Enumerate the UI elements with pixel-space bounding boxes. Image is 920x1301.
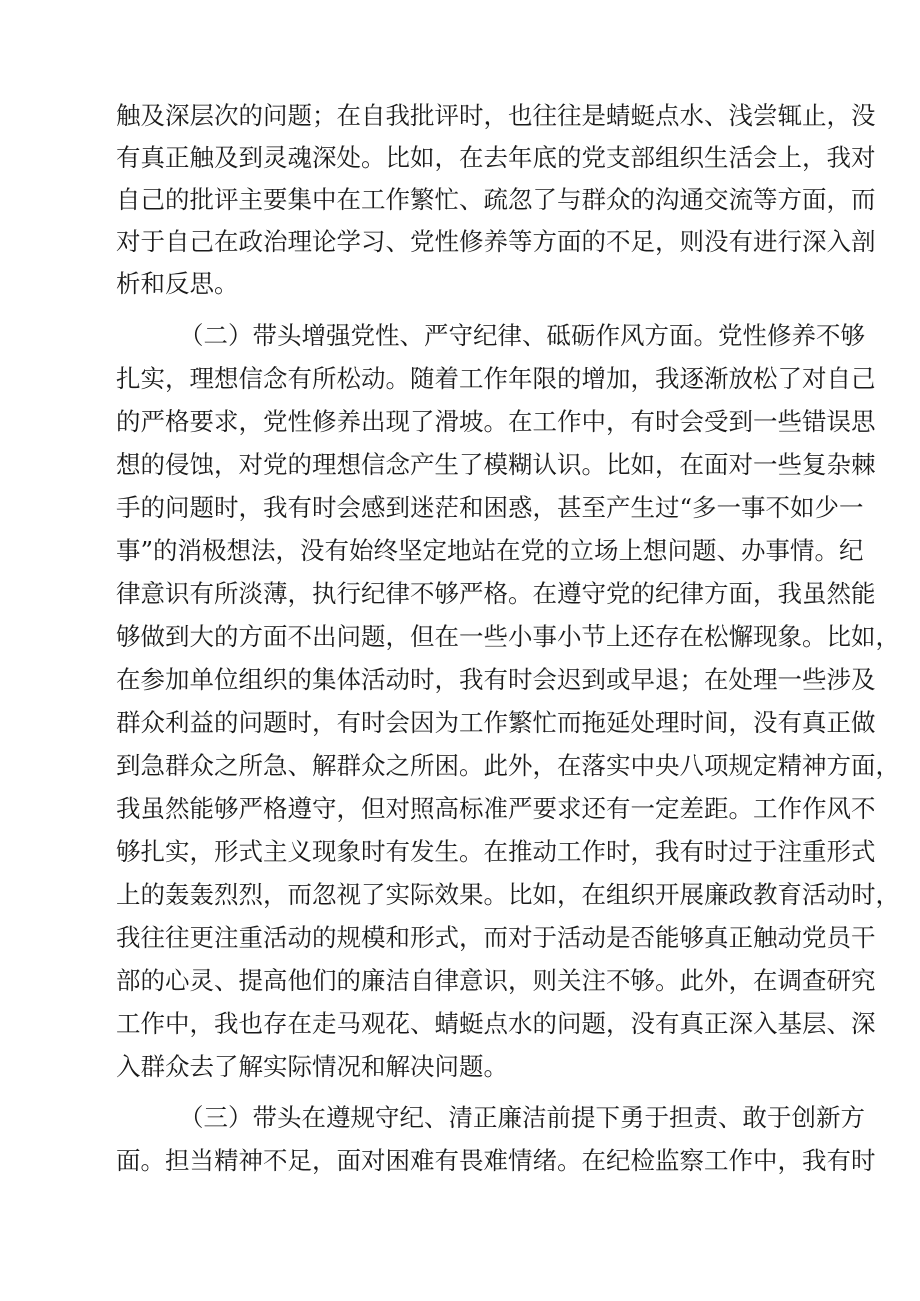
paragraph-line: 扎实，理想信念有所松动。随着工作年限的增加，我逐渐放松了对自己 — [116, 364, 876, 393]
paragraph-line: 工作中，我也存在走马观花、蜻蜓点水的问题，没有真正深入基层、深 — [116, 1009, 876, 1038]
paragraph-line: 的严格要求，党性修养出现了滑坡。在工作中，有时会受到一些错误思 — [116, 407, 876, 436]
paragraph-line: 在参加单位组织的集体活动时，我有时会迟到或早退；在处理一些涉及 — [116, 665, 876, 694]
paragraph-line: 够扎实，形式主义现象时有发生。在推动工作时，我有时过于注重形式 — [116, 837, 876, 866]
paragraph-line: 够做到大的方面不出问题，但在一些小事小节上还存在松懈现象。比如， — [116, 622, 900, 651]
paragraph-line: 我虽然能够严格遵守，但对照高标准严要求还有一定差距。工作作风不 — [116, 794, 876, 823]
paragraph-line: 到急群众之所急、解群众之所困。此外，在落实中央八项规定精神方面， — [116, 751, 900, 780]
paragraph-line: 群众利益的问题时，有时会因为工作繁忙而拖延处理时间，没有真正做 — [116, 708, 876, 737]
paragraph-line: 析和反思。 — [116, 269, 239, 298]
section-heading-line: （三）带头在遵规守纪、清正廉洁前提下勇于担责、敢于创新方 — [179, 1103, 865, 1132]
paragraph-line: 触及深层次的问题；在自我批评时，也往往是蜻蜓点水、浅尝辄止，没 — [116, 101, 876, 130]
paragraph-line: 面。担当精神不足，面对困难有畏难情绪。在纪检监察工作中，我有时 — [116, 1146, 876, 1175]
section-heading-line: （二）带头增强党性、严守纪律、砥砺作风方面。党性修养不够 — [179, 321, 865, 350]
paragraph-line: 入群众去了解实际情况和解决问题。 — [116, 1052, 508, 1081]
paragraph-line: 事”的消极想法，没有始终坚定地站在党的立场上想问题、办事情。纪 — [116, 536, 864, 565]
paragraph-line: 自己的批评主要集中在工作繁忙、疏忽了与群众的沟通交流等方面，而 — [116, 185, 876, 214]
paragraph-line: 手的问题时，我有时会感到迷茫和困惑，甚至产生过“多一事不如少一 — [116, 493, 864, 522]
paragraph-line: 部的心灵、提高他们的廉洁自律意识，则关注不够。此外，在调查研究 — [116, 966, 876, 995]
paragraph-line: 上的轰轰烈烈，而忽视了实际效果。比如，在组织开展廉政教育活动时， — [116, 880, 900, 909]
paragraph-line: 律意识有所淡薄，执行纪律不够严格。在遵守党的纪律方面，我虽然能 — [116, 579, 876, 608]
paragraph-line: 想的侵蚀，对党的理想信念产生了模糊认识。比如，在面对一些复杂棘 — [116, 450, 876, 479]
paragraph-line: 我往往更注重活动的规模和形式，而对于活动是否能够真正触动党员干 — [116, 923, 876, 952]
paragraph-line: 有真正触及到灵魂深处。比如，在去年底的党支部组织生活会上，我对 — [116, 143, 876, 172]
paragraph-line: 对于自己在政治理论学习、党性修养等方面的不足，则没有进行深入剖 — [116, 227, 876, 256]
